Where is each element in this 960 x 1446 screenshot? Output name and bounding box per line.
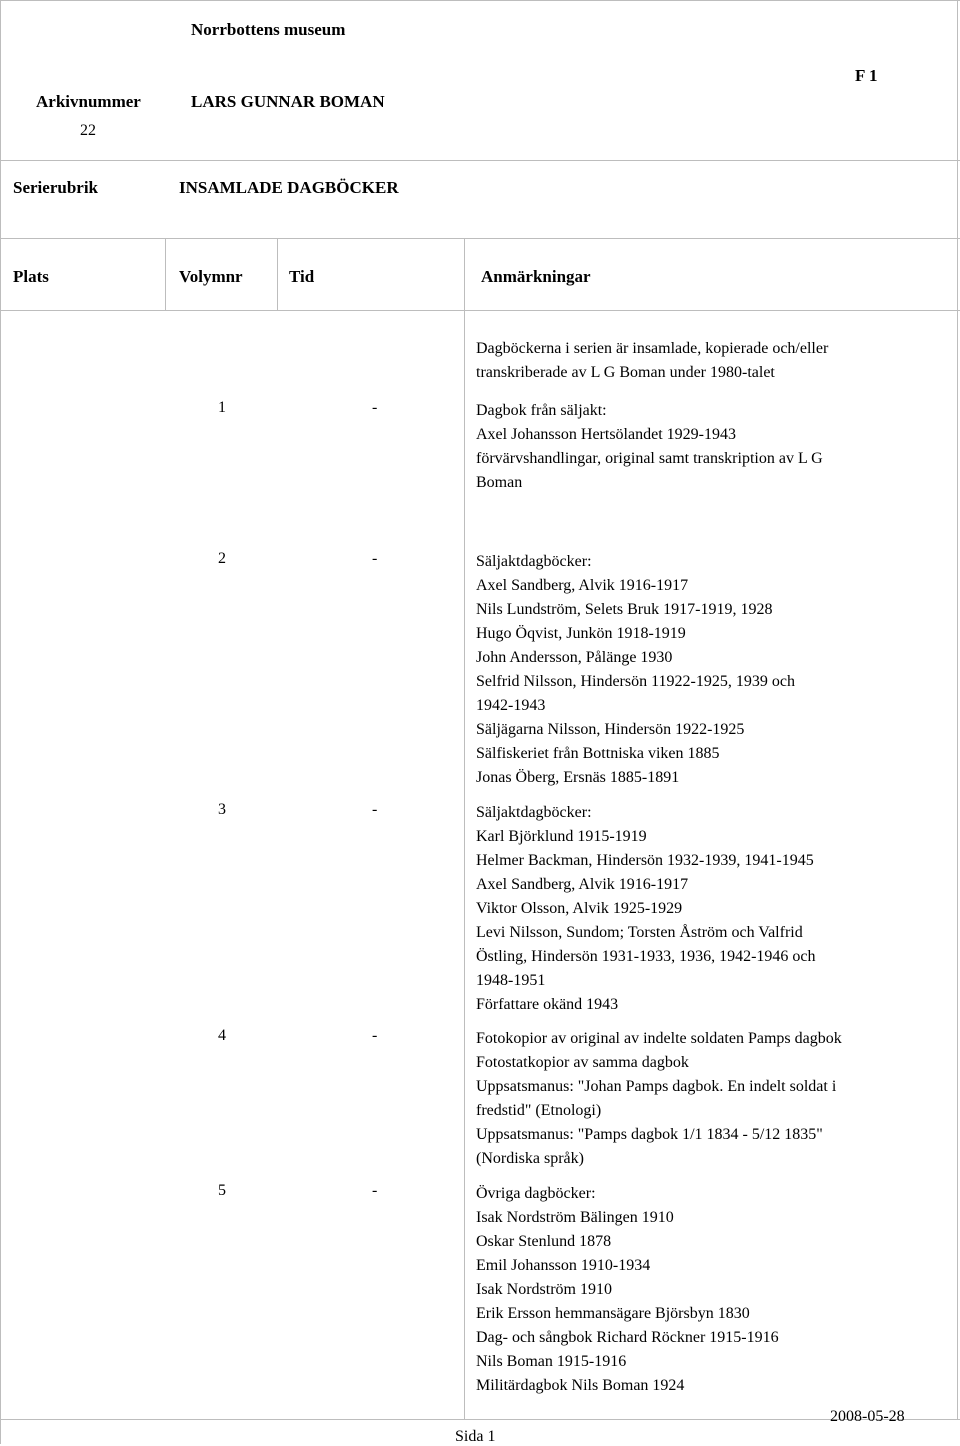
description-line: Militärdagbok Nils Boman 1924 <box>476 1377 685 1394</box>
description-line: Sälfiskeriet från Bottniska viken 1885 <box>476 745 720 762</box>
description-line: Levi Nilsson, Sundom; Torsten Åström och Valfrid <box>476 924 803 941</box>
serierubrik-value: INSAMLADE DAGBÖCKER <box>179 178 399 197</box>
volume-tid: - <box>372 801 378 818</box>
description-line: Uppsatsmanus: "Johan Pamps dagbok. En indelt soldat i <box>476 1078 837 1095</box>
description-line: Viktor Olsson, Alvik 1925-1929 <box>476 900 683 917</box>
archive-name: LARS GUNNAR BOMAN <box>191 92 385 111</box>
left-rule <box>0 0 1 1444</box>
volume-number: 3 <box>218 801 226 818</box>
description-line: Helmer Backman, Hindersön 1932-1939, 1941-1945 <box>476 852 814 869</box>
museum-name: Norrbottens museum <box>191 20 346 39</box>
description-line: Fotokopior av original av indelte soldaten Pamps dagbok <box>476 1030 842 1047</box>
header-divider <box>0 160 960 161</box>
right-rule <box>957 0 958 1420</box>
top-rule <box>0 0 960 1</box>
col-divider-3 <box>464 238 465 1420</box>
description-line: Axel Johansson Hertsölandet 1929-1943 <box>476 426 736 443</box>
description-line: Säljaktdagböcker: <box>476 553 592 570</box>
description-line: Boman <box>476 474 523 491</box>
intro-line: transkriberade av L G Boman under 1980-talet <box>476 364 775 381</box>
volume-tid: - <box>372 399 378 416</box>
description-line: förvärvshandlingar, original samt transkription av L G <box>476 450 823 467</box>
description-line: Erik Ersson hemmansägare Björsbyn 1830 <box>476 1305 750 1322</box>
column-header-anmarkningar: Anmärkningar <box>481 267 591 286</box>
description-line: Axel Sandberg, Alvik 1916-1917 <box>476 876 689 893</box>
volume-description <box>476 801 816 1017</box>
volume-description <box>476 1182 779 1398</box>
description-line: Hugo Öqvist, Junkön 1918-1919 <box>476 625 686 642</box>
volume-number: 2 <box>218 550 226 567</box>
arkivnummer-value: 22 <box>80 122 96 139</box>
description-line: 1942-1943 <box>476 697 546 714</box>
description-line: Nils Boman 1915-1916 <box>476 1353 627 1370</box>
column-header-volymnr: Volymnr <box>179 267 243 286</box>
column-header-plats: Plats <box>13 267 49 286</box>
volume-number: 1 <box>218 399 226 416</box>
column-header-bottom <box>0 310 960 311</box>
volume-tid: - <box>372 1182 378 1199</box>
column-header-tid: Tid <box>289 267 315 286</box>
volume-tid: - <box>372 1027 378 1044</box>
volume-number: 5 <box>218 1182 226 1199</box>
intro-line: Dagböckerna i serien är insamlade, kopierade och/eller <box>476 340 829 357</box>
description-line: Emil Johansson 1910-1934 <box>476 1257 651 1274</box>
volume-description <box>476 550 795 790</box>
description-line: (Nordiska språk) <box>476 1150 584 1167</box>
description-line: Författare okänd 1943 <box>476 996 619 1013</box>
page-number: Sida 1 <box>455 1428 496 1445</box>
intro-note <box>476 337 828 385</box>
description-line: Säljägarna Nilsson, Hindersön 1922-1925 <box>476 721 745 738</box>
description-line: Oskar Stenlund 1878 <box>476 1233 612 1250</box>
description-line: Östling, Hindersön 1931-1933, 1936, 1942-1946 och <box>476 948 816 965</box>
description-line: John Andersson, Pålänge 1930 <box>476 649 673 666</box>
col-divider-1 <box>165 238 166 310</box>
serierubrik-label: Serierubrik <box>13 178 98 197</box>
volume-description <box>476 1027 842 1171</box>
description-line: Uppsatsmanus: "Pamps dagbok 1/1 1834 - 5/12 1835" <box>476 1126 823 1143</box>
archive-code: F 1 <box>855 66 878 85</box>
description-line: Isak Nordström 1910 <box>476 1281 612 1298</box>
description-line: Övriga dagböcker: <box>476 1185 596 1202</box>
description-line: Nils Lundström, Selets Bruk 1917-1919, 1928 <box>476 601 773 618</box>
col-divider-2 <box>277 238 278 310</box>
volume-description <box>476 399 823 495</box>
description-line: 1948-1951 <box>476 972 546 989</box>
description-line: Säljaktdagböcker: <box>476 804 592 821</box>
description-line: fredstid" (Etnologi) <box>476 1102 602 1119</box>
description-line: Dag- och sångbok Richard Röckner 1915-1916 <box>476 1329 779 1346</box>
description-line: Jonas Öberg, Ersnäs 1885-1891 <box>476 769 680 786</box>
footer-rule <box>0 1419 960 1420</box>
volume-tid: - <box>372 550 378 567</box>
arkivnummer-label: Arkivnummer <box>36 92 141 111</box>
description-line: Dagbok från säljakt: <box>476 402 607 419</box>
description-line: Karl Björklund 1915-1919 <box>476 828 647 845</box>
description-line: Selfrid Nilsson, Hindersön 11922-1925, 1939 och <box>476 673 795 690</box>
description-line: Axel Sandberg, Alvik 1916-1917 <box>476 577 689 594</box>
serie-divider <box>0 238 960 239</box>
description-line: Fotostatkopior av samma dagbok <box>476 1054 689 1071</box>
footer-date: 2008-05-28 <box>830 1408 905 1425</box>
description-line: Isak Nordström Bälingen 1910 <box>476 1209 674 1226</box>
volume-number: 4 <box>218 1027 226 1044</box>
